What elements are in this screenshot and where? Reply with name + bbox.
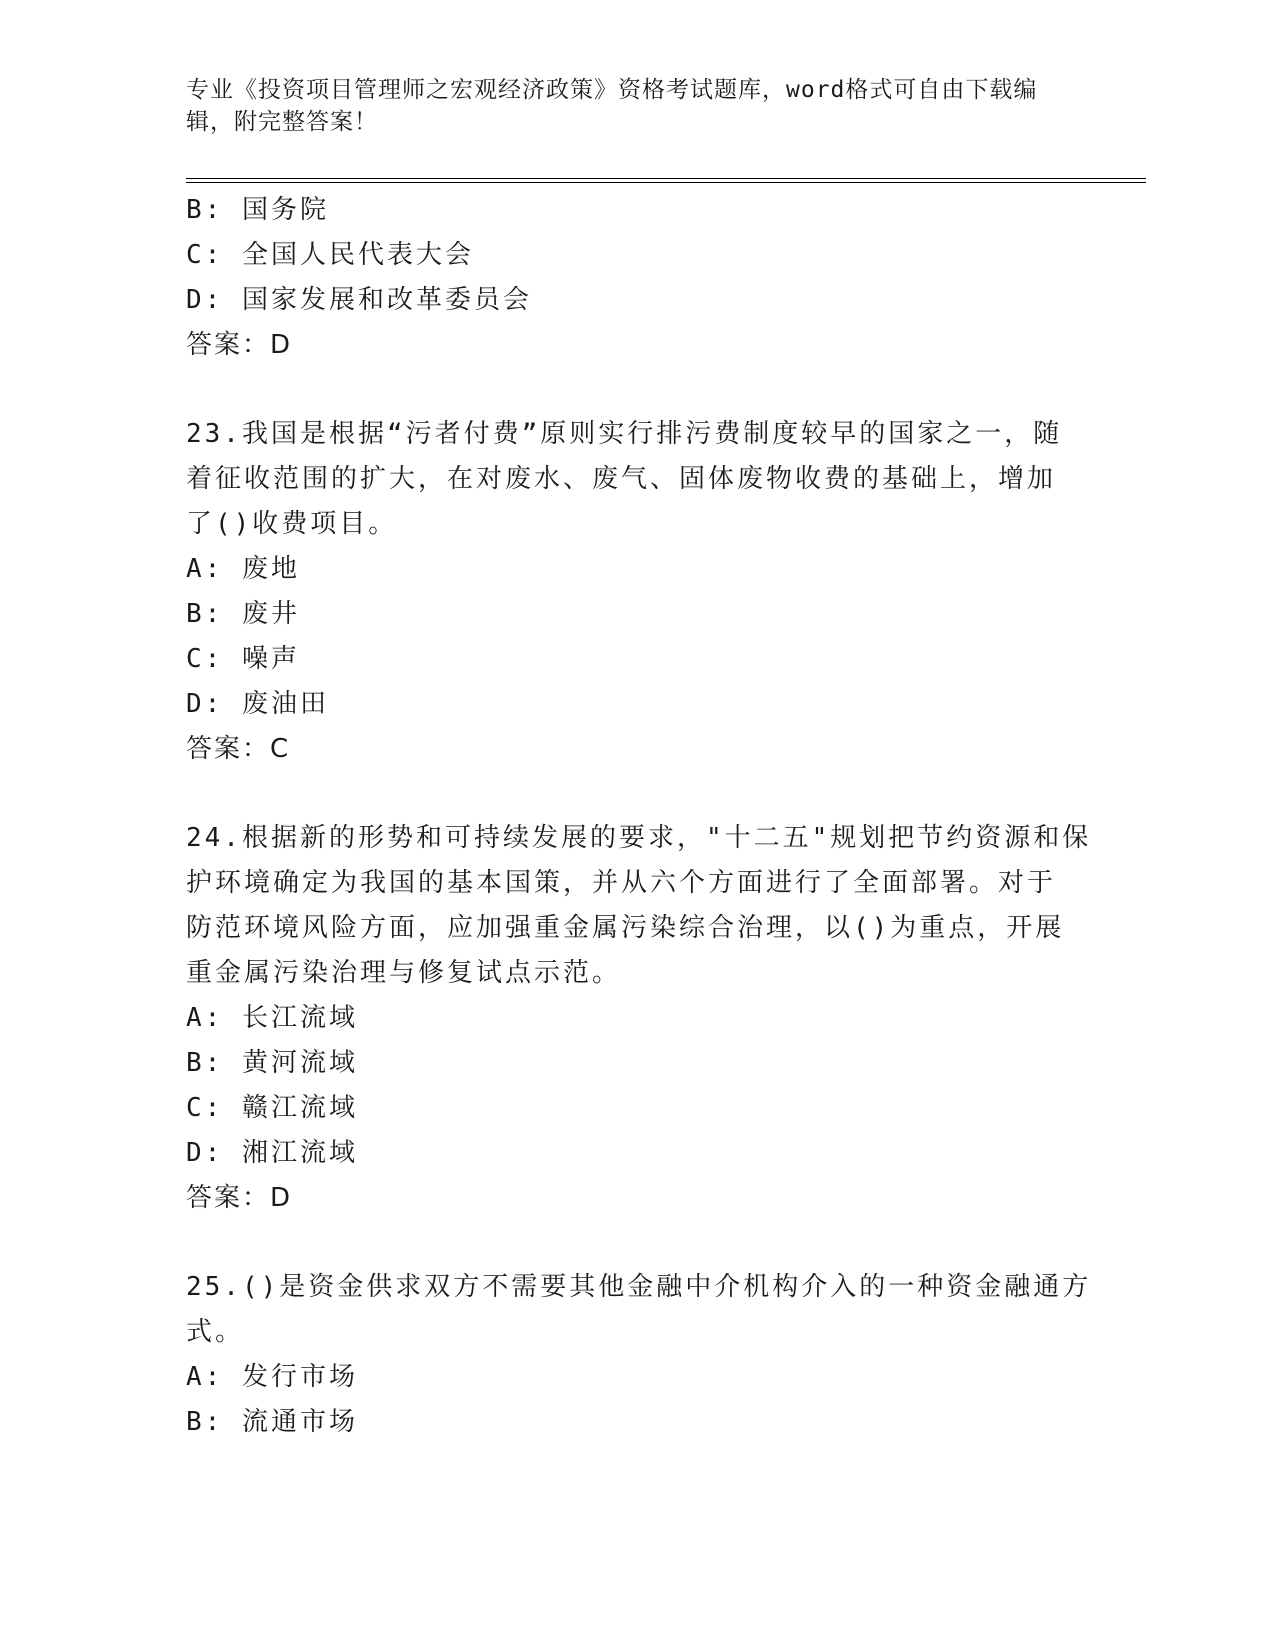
- question-text-line: 了()收费项目。: [186, 509, 398, 539]
- question-block-22-continued: [186, 188, 1066, 368]
- question-block-23: [186, 412, 1066, 772]
- option-b: B: 黄河流域: [186, 1048, 358, 1078]
- option-a: A: 发行市场: [186, 1362, 358, 1392]
- option-b: B: 流通市场: [186, 1407, 358, 1437]
- question-text-line: 25.()是资金供求双方不需要其他金融中介机构介入的一种资金融通方: [186, 1272, 1092, 1302]
- question-list: [186, 188, 1092, 1445]
- answer-line: 答案：D: [186, 1183, 293, 1213]
- answer-line: 答案：D: [186, 330, 293, 360]
- question-text-line: 着征收范围的扩大，在对废水、废气、固体废物收费的基础上，增加: [186, 464, 1057, 494]
- question-block-25: [186, 1265, 1092, 1445]
- header-title-line-2: 辑，附完整答案！: [186, 109, 378, 135]
- option-a: A: 废地: [186, 554, 300, 584]
- question-text-line: 式。: [186, 1317, 245, 1347]
- question-text-line: 护环境确定为我国的基本国策，并从六个方面进行了全面部署。对于: [186, 868, 1057, 898]
- option-b: B: 国务院: [186, 195, 329, 225]
- option-a: A: 长江流域: [186, 1003, 358, 1033]
- question-text-line: 防范环境风险方面，应加强重金属污染综合治理，以()为重点，开展: [186, 913, 1065, 943]
- option-d: D: 湘江流域: [186, 1138, 358, 1168]
- header-divider-bottom: [186, 182, 1146, 183]
- document-header: [186, 74, 1066, 138]
- answer-line: 答案：C: [186, 734, 291, 764]
- question-block-24: [186, 816, 1092, 1221]
- option-c: C: 赣江流域: [186, 1093, 358, 1123]
- question-text-line: 重金属污染治理与修复试点示范。: [186, 958, 622, 988]
- option-b: B: 废井: [186, 599, 300, 629]
- header-title-line-1: 专业《投资项目管理师之宏观经济政策》资格考试题库，word格式可自由下载编: [186, 77, 1038, 103]
- question-text-line: 24.根据新的形势和可持续发展的要求，"十二五"规划把节约资源和保: [186, 823, 1092, 853]
- option-c: C: 噪声: [186, 644, 300, 674]
- option-d: D: 废油田: [186, 689, 329, 719]
- option-d: D: 国家发展和改革委员会: [186, 285, 532, 315]
- header-divider-top: [186, 178, 1146, 179]
- question-text-line: 23.我国是根据“污者付费”原则实行排污费制度较早的国家之一，随: [186, 419, 1063, 449]
- option-c: C: 全国人民代表大会: [186, 240, 474, 270]
